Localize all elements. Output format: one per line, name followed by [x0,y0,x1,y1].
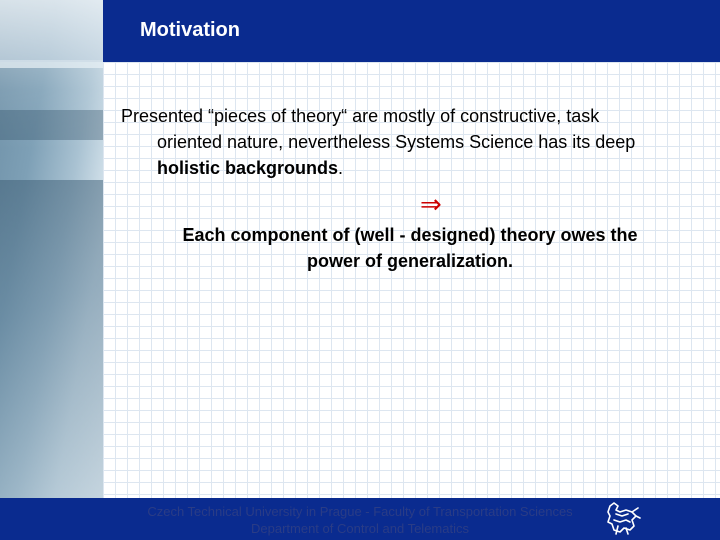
photo-road [0,180,103,498]
conclusion-line-1: Each component of (well - designed) theory owes the [182,225,638,245]
side-photo [0,0,103,498]
slide-title: Motivation [140,19,240,41]
body-line-2: oriented nature, nevertheless Systems Science has its deep [157,132,636,152]
footer-line-2: Department of Control and Telematics [251,521,469,536]
body-line-1: Presented “pieces of theory“ are mostly of constructive, task [121,106,600,126]
photo-overpass [0,110,103,140]
lion-logo-icon [602,500,642,536]
body-text [121,103,701,181]
footer-text [120,503,600,537]
implies-arrow-icon: ⇒ [420,190,442,220]
footer-line-1: Czech Technical University in Prague - Faculty of Transportation Sciences [147,504,573,519]
conclusion-text [140,222,680,274]
conclusion-line-2: power of generalization. [306,251,514,271]
body-line-3 [121,155,701,181]
body-line-3-bold: holistic backgrounds [157,158,339,178]
title-bar-left-strip [0,0,103,62]
body-line-3-tail: . [338,158,344,178]
